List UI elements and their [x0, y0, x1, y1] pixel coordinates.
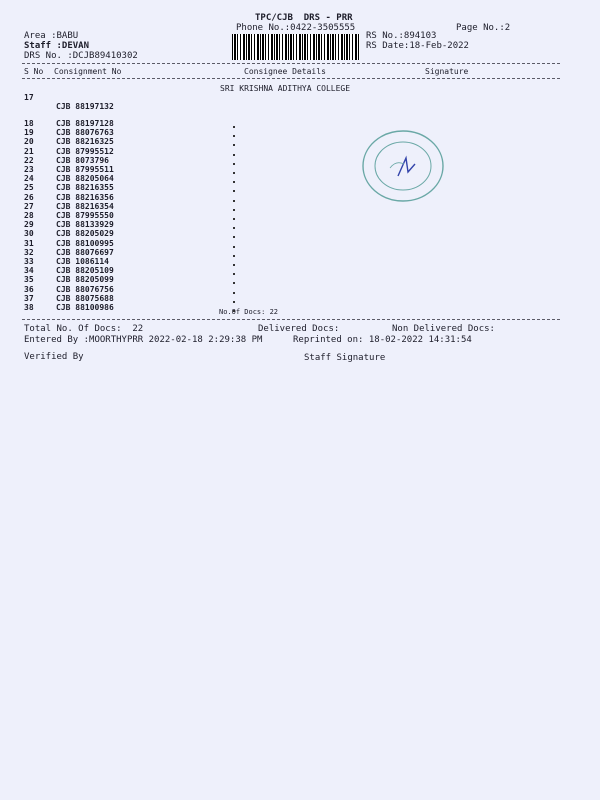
- office-stamp: [360, 128, 446, 204]
- row-sno: 29: [24, 220, 34, 230]
- row-sno: 20: [24, 137, 34, 147]
- row-sno: 24: [24, 174, 34, 184]
- row-dot: [233, 126, 235, 128]
- col-consignee: Consignee Details: [244, 67, 326, 76]
- phone-number: Phone No.:0422-3505555: [236, 23, 356, 33]
- row-consignment: CJB 88076763: [56, 128, 114, 138]
- row-consignment: CJB 87995511: [56, 165, 114, 174]
- row-consignment: CJB 88205029: [56, 229, 114, 239]
- barcode: [232, 34, 360, 60]
- row-dot: [233, 264, 235, 266]
- non-delivered-docs: Non Delivered Docs:: [392, 324, 495, 334]
- row-consignment: CJB 88075688: [56, 293, 114, 303]
- row-dot: [233, 282, 235, 284]
- row-consignment: CJB 87995512: [56, 146, 114, 156]
- row-sno: 26: [24, 192, 34, 202]
- row-sno: 30: [24, 229, 34, 239]
- row-sno: 25: [24, 183, 34, 193]
- row-dot: [233, 163, 235, 165]
- row-dot: [233, 144, 235, 146]
- row-sno: 23: [24, 165, 34, 174]
- row-consignment: CJB 88076697: [56, 247, 114, 257]
- row-dot: [233, 190, 235, 192]
- row-dot: [233, 209, 235, 211]
- row-consignment: CJB 88076756: [56, 284, 114, 294]
- row-sno: 34: [24, 266, 34, 276]
- row-dot: [233, 154, 235, 156]
- row-sno: 19: [24, 128, 34, 138]
- row-sno: 33: [24, 257, 34, 266]
- row-sno: 22: [24, 155, 34, 165]
- col-consignment: Consignment No: [54, 67, 122, 76]
- row-dot: [233, 236, 235, 238]
- row-consignment: CJB 88197128: [56, 119, 114, 128]
- row-consignment: CJB 88205064: [56, 174, 114, 184]
- row-dot: [233, 200, 235, 202]
- staff-signature: Staff Signature: [304, 353, 386, 363]
- drs-number: DRS No. :DCJB89410302: [24, 51, 138, 61]
- rs-number: RS No.:894103: [366, 31, 437, 41]
- row-dot: [233, 255, 235, 257]
- row-sno: 35: [24, 275, 34, 285]
- row-consignment: CJB 87995550: [56, 211, 114, 220]
- row-consignment: CJB 88133929: [56, 220, 114, 230]
- row-dot: [233, 135, 235, 137]
- row-dot: [233, 218, 235, 220]
- row-dot: [233, 227, 235, 229]
- row-consignment: CJB 88205109: [56, 266, 114, 276]
- row-consignment: CJB 88216356: [56, 192, 114, 202]
- reprinted-on: Reprinted on: 18-02-2022 14:31:54: [293, 335, 472, 345]
- row-sno: 28: [24, 211, 34, 220]
- row-dot: [233, 172, 235, 174]
- row-dot: [233, 273, 235, 275]
- row-consignment: CJB 1086114: [56, 257, 109, 266]
- row-sno: 17: [24, 93, 34, 102]
- row-sno: 38: [24, 303, 34, 312]
- table-row: [24, 84, 114, 111]
- row-consignment: CJB 8073796: [56, 155, 109, 165]
- row-consignment: CJB 88216325: [56, 137, 114, 147]
- doc-title: TPC/CJB DRS - PRR: [255, 13, 353, 23]
- row-dot: [233, 292, 235, 294]
- staff-label: Staff :DEVAN: [24, 41, 90, 51]
- col-signature: Signature: [425, 67, 469, 76]
- row-dot: [233, 181, 235, 183]
- header-rule-bottom: [22, 78, 560, 79]
- row-dot: [233, 246, 235, 248]
- row-sno: 21: [24, 146, 34, 156]
- row-sno: 18: [24, 119, 34, 128]
- total-docs: Total No. Of Docs: 22: [24, 324, 144, 334]
- row-consignment: CJB 88216355: [56, 183, 114, 193]
- row-consignment: CJB 88197132: [56, 102, 114, 111]
- delivered-docs: Delivered Docs:: [258, 324, 340, 334]
- footer-rule: [22, 319, 560, 320]
- row-consignment: CJB 88100995: [56, 238, 114, 248]
- row-sno: 27: [24, 201, 34, 211]
- area-label: Area :BABU: [24, 31, 79, 41]
- row-consignment: CJB 88205099: [56, 275, 114, 285]
- entered-by: Entered By :MOORTHYPRR 2022-02-18 2:29:38 PM: [24, 335, 263, 345]
- row-consignee: SRI KRISHNA ADITHYA COLLEGE: [220, 84, 351, 93]
- row-sno: 37: [24, 293, 34, 303]
- col-sno: S No: [24, 67, 44, 76]
- row-consignment: CJB 88216354: [56, 201, 114, 211]
- page-number: Page No.:2: [456, 23, 511, 33]
- row-sno: 31: [24, 238, 34, 248]
- row-dot: [233, 301, 235, 303]
- verified-by: Verified By: [24, 352, 84, 362]
- docs-count: No.Of Docs: 22: [219, 308, 279, 316]
- row-consignment: CJB 88100986: [56, 303, 114, 312]
- header-rule-top: [22, 63, 560, 64]
- row-sno: 32: [24, 247, 34, 257]
- row-sno: 36: [24, 284, 34, 294]
- rs-date: RS Date:18-Feb-2022: [366, 41, 469, 51]
